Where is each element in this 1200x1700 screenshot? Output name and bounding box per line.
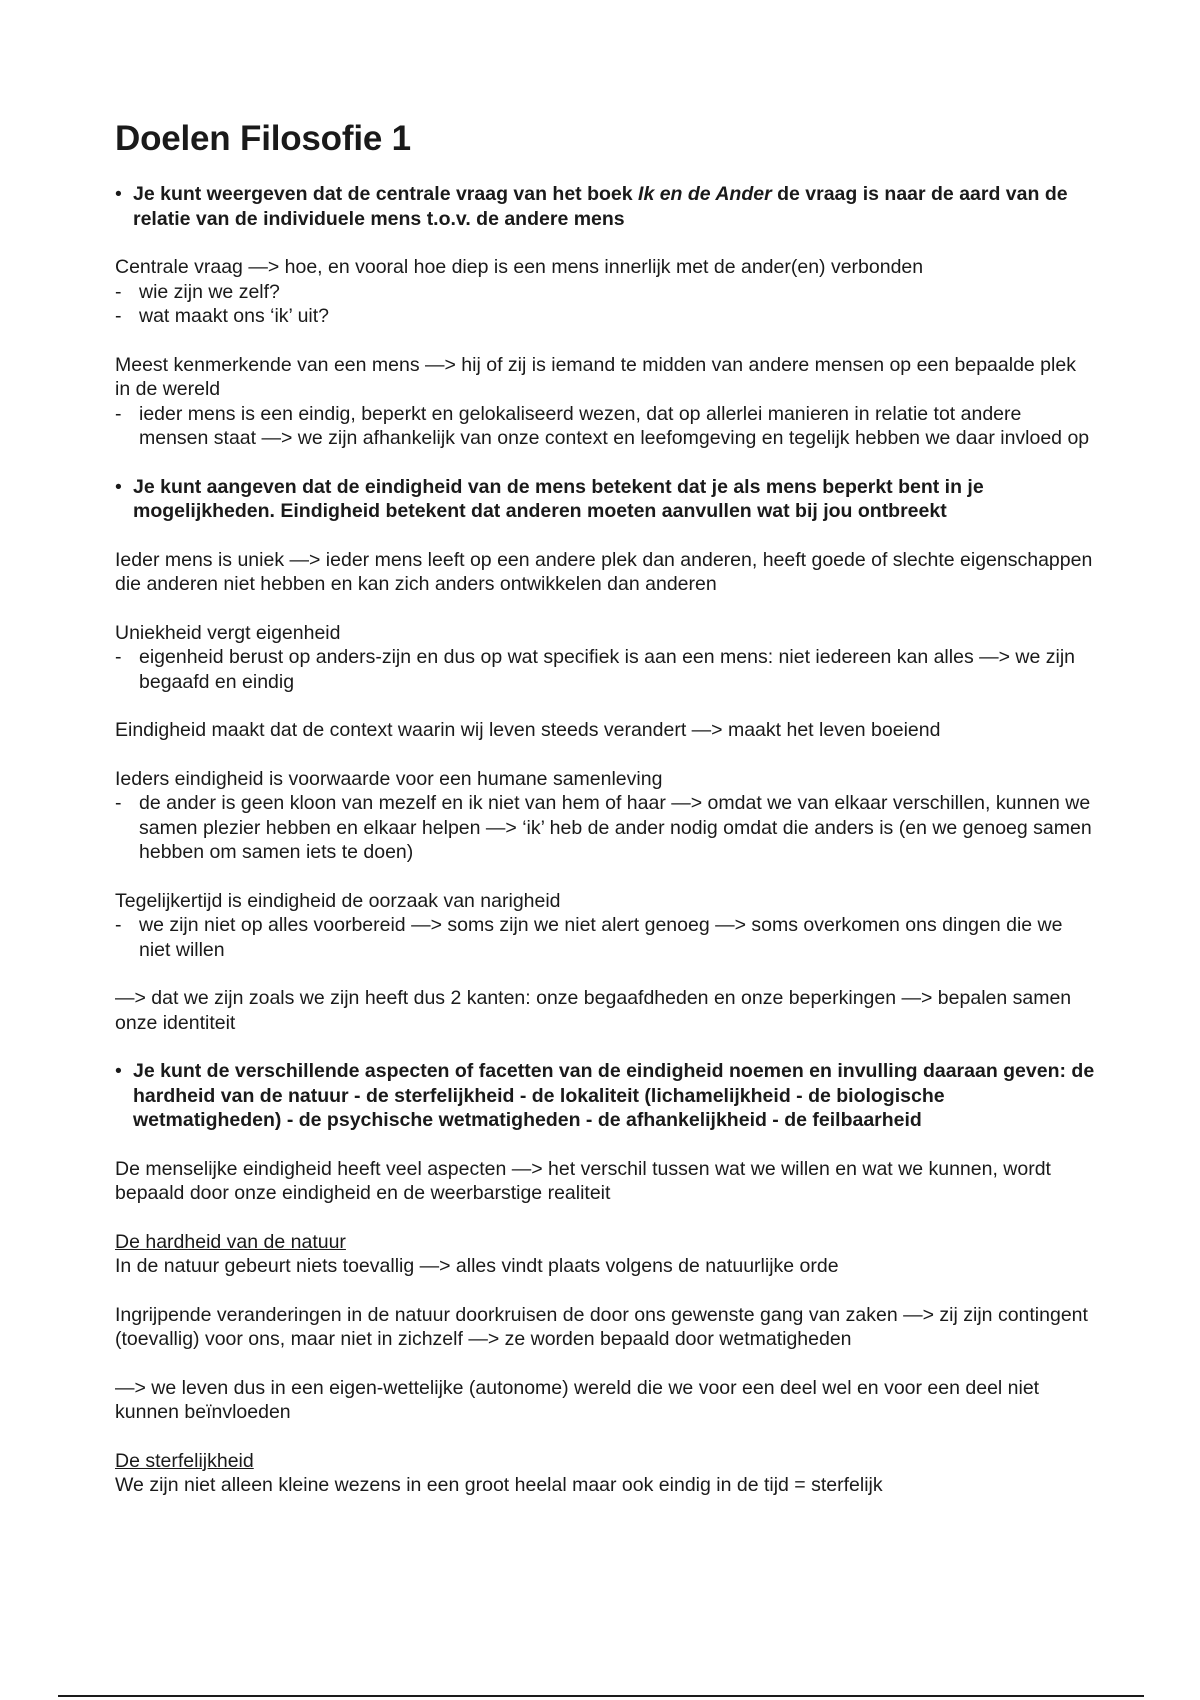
unique-paragraph: Ieder mens is uniek —> ieder mens leeft op een andere plek dan anderen, heeft goede of slechte eigenschappen die anderen niet hebben en kan zich anders ontwikkelen dan anderen: [115, 548, 1093, 595]
dash-icon: -: [115, 280, 122, 303]
dash-icon: -: [115, 914, 122, 936]
goal-2-text: Je kunt aangeven dat de eindigheid van de mens betekent dat je als mens beperkt bent in je mogelijkheden. Eindigheid betekent dat anderen moeten aanvullen wat bij jou ontbreekt: [133, 475, 984, 522]
dash-icon: -: [115, 305, 122, 327]
dash-icon: -: [115, 402, 122, 425]
list-item: - wat maakt ons ‘ik’ uit?: [115, 305, 330, 327]
autonomous-paragraph: —> we leven dus in een eigen-wettelijke (autonome) wereld die we voor een deel wel en voor een deel niet kunnen beïnvloeden: [115, 1376, 1040, 1423]
uniqueness-paragraph: Uniekheid vergt eigenheid: [115, 621, 341, 644]
mortality-text: We zijn niet alleen kleine wezens in een groot heelal maar ook eindig in de tijd = sterfelijk: [115, 1474, 883, 1496]
goal-1-text-pre: Je kunt weergeven dat de centrale vraag van het boek: [133, 183, 639, 205]
misery-paragraph: Tegelijkertijd is eindigheid de oorzaak van narigheid: [115, 889, 561, 912]
list-item: - wie zijn we zelf?: [115, 280, 280, 303]
goal-3: [115, 1059, 1095, 1133]
list-item: - ieder mens is een eindig, beperkt en gelokaliseerd wezen, dat op allerlei manieren in relatie tot andere mensen staat —> we zijn afhankelijk van onze context en leefomgeving en tegelijk hebben we daar invloed op: [115, 402, 1090, 449]
changes-paragraph: Ingrijpende veranderingen in de natuur doorkruisen de door ons gewenste gang van zaken —> zij zijn contingent (toevallig) voor ons, maar niet in zichzelf —> ze worden bepaald door wetmatigheden: [115, 1303, 1088, 1350]
distinctive-paragraph: Meest kenmerkende van een mens —> hij of zij is iemand te midden van andere mensen op een bepaalde plek in de wereld: [115, 353, 1076, 400]
bullet-icon: •: [115, 475, 122, 498]
two-sides-paragraph: —> dat we zijn zoals we zijn heeft dus 2 kanten: onze begaafdheden en onze beperkingen —> bepalen samen onze identiteit: [115, 987, 1072, 1034]
humane-paragraph: Ieders eindigheid is voorwaarde voor een humane samenleving: [115, 767, 663, 790]
aspects-paragraph: De menselijke eindigheid heeft veel aspecten —> het verschil tussen wat we willen en wat we kunnen, wordt bepaald door onze eindigheid en de weerbarstige realiteit: [115, 1157, 1051, 1204]
footer-divider: [58, 1695, 1144, 1697]
bullet-icon: •: [115, 1060, 122, 1082]
list-item: - de ander is geen kloon van mezelf en ik niet van hem of haar —> omdat we van elkaar verschillen, kunnen we samen plezier hebben en elkaar helpen —> ‘ik’ heb de ander nodig omdat die anders is (en we genoeg samen hebben om samen iets te doen): [115, 792, 1092, 863]
goal-1-text-post: de vraag is naar de aard van de relatie van de individuele mens t.o.v. de andere mens: [133, 183, 1068, 230]
dash-icon: -: [115, 646, 122, 668]
mortality-section: [115, 1449, 1095, 1498]
uniqueness-list: [115, 645, 1095, 694]
humane-list: [115, 791, 1095, 865]
list-item: - we zijn niet op alles voorbereid —> soms zijn we niet alert genoeg —> soms overkomen ons dingen die we niet willen: [115, 914, 1063, 961]
list-item: - eigenheid berust op anders-zijn en dus op wat specifiek is aan een mens: niet iedereen kan alles —> we zijn begaafd en eindig: [115, 646, 1076, 693]
goal-3-text: Je kunt de verschillende aspecten of facetten van de eindigheid noemen en invulling daaraan geven: de hardheid van de natuur - de sterfelijkheid - de lokaliteit (lichamelijkheid - de biologische wetmatigheden) - de psychische wetmatigheden - de afhankelijkheid - de feilbaarheid: [133, 1060, 1095, 1131]
central-question-list: [115, 280, 1095, 329]
goal-1: [115, 182, 1095, 231]
page-title: Doelen Filosofie 1: [115, 119, 411, 158]
nature-heading: De hardheid van de natuur: [115, 1230, 346, 1253]
nature-text: In de natuur gebeurt niets toevallig —> alles vindt plaats volgens de natuurlijke orde: [115, 1255, 839, 1277]
goal-2: [115, 475, 1095, 524]
nature-section: [115, 1230, 1095, 1279]
central-question: Centrale vraag —> hoe, en vooral hoe diep is een mens innerlijk met de ander(en) verbonden: [115, 256, 924, 278]
bullet-icon: •: [115, 183, 122, 205]
misery-list: [115, 913, 1095, 962]
document-page: [115, 118, 1095, 1522]
mortality-heading: De sterfelijkheid: [115, 1449, 254, 1472]
distinctive-list: [115, 402, 1095, 451]
dash-icon: -: [115, 792, 122, 814]
goal-1-book-title: Ik en de Ander: [638, 183, 772, 205]
finiteness-context-paragraph: Eindigheid maakt dat de context waarin wij leven steeds verandert —> maakt het leven boeiend: [115, 719, 941, 741]
